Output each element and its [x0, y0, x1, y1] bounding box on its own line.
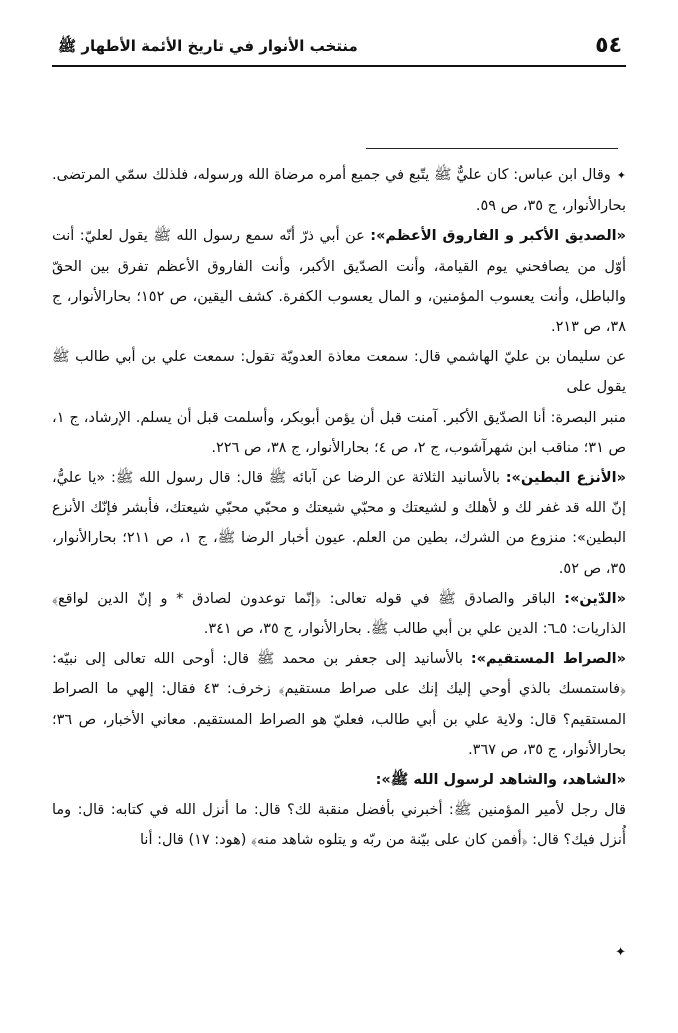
- paragraph: [52, 221, 626, 342]
- paragraph: [52, 342, 626, 402]
- footnote-divider: [366, 148, 618, 149]
- paragraph: [52, 463, 626, 584]
- paragraph-text: منبر البصرة: أنا الصدّيق الأكبر. آمنت قبل أن يؤمن أبوبكر، وأسلمت قبل أن يسلم. الإرشاد، ج ١، ص ٣١؛ مناقب ابن شهرآشوب، ج ٢، ص ٤؛ بحارالأنوار، ج ٣٨، ص ٢٢٦.: [52, 409, 626, 456]
- paragraph: [52, 403, 626, 463]
- entry-term: «الشاهد، والشاهد لرسول الله ﷺ»:: [375, 772, 626, 789]
- entry-term: «الأنزع البطين»:: [505, 470, 626, 487]
- paragraph: [52, 765, 626, 795]
- start-marker: ✦: [616, 169, 626, 182]
- paragraph: [52, 795, 626, 855]
- paragraph-text: بالأسانيد إلى جعفر بن محمد ﷺ قال: أوحى الله تعالى إلى نبيّه: ﴿فاستمسك بالذي أوحي إليك إنك على صراط مستقيم﴾ زخرف: ٤٣ فقال: إلهي ما الصراط المستقيم؟ قال: ولاية علي بن أبي طالب، فعليّ هو الصراط المستقيم. معاني الأخبار، ص ٣٦؛ بحارالأنوار، ج ٣٥، ص ٣٦٧.: [52, 651, 626, 758]
- page-header: [52, 33, 626, 67]
- paragraph: [52, 584, 626, 644]
- paragraph-text: قال رجل لأمير المؤمنين ﷺ: أخبرني بأفضل منقبة لك؟ قال: ما أنزل الله في كتابه: قال: وما أُنزل فيك؟ قال: ﴿أفمن كان على بيّنة من ربّه و يتلوه شاهد منه﴾ (هود: ١٧) قال: أنا: [52, 802, 626, 849]
- paragraph-text: عن أبي ذرّ أنّه سمع رسول الله ﷺ يقول لعليّ: أنت أوّل من يصافحني يوم القيامة، وأنت الصدّيق الأكبر، وأنت الفاروق الأعظم تفرق بين الحقّ والباطل، وأنت يعسوب المؤمنين، و المال يعسوب الكفرة. كشف اليقين، ص ١٥٢؛ بحارالأنوار، ج ٣٨، ص ٢١٣.: [52, 228, 626, 336]
- paragraph: [52, 160, 626, 221]
- page-number: ٥٤: [595, 33, 622, 58]
- end-marker: ✦: [615, 945, 626, 960]
- entry-term: «الصراط المستقيم»:: [470, 651, 626, 668]
- paragraph-text: الباقر والصادق ﷺ في قوله تعالى: ﴿إنّما توعدون لصادق * و إنّ الدين لواقع﴾ الذاريات: ٥ـ٦: الدين علي بن أبي طالب ﷺ. بحارالأنوار، ج ٣٥، ص ٣٤١.: [52, 590, 626, 638]
- entry-term: «الدّين»:: [564, 590, 626, 607]
- paragraph-text: عن سليمان بن عليّ الهاشمي قال: سمعت معاذة العدويّة تقول: سمعت علي بن أبي طالب ﷺ يقول على: [52, 349, 626, 396]
- entry-term: «الصديق الأكبر و الفاروق الأعظم»:: [370, 228, 627, 245]
- page-body: [52, 160, 626, 856]
- paragraph-text: وقال ابن عباس: كان عليٌّ ﷺ يتّبع في جميع أمره مرضاة الله ورسوله، فلذلك سمّي المرتضى. بحارالأنوار، ج ٣٥، ص ٥٩.: [52, 167, 626, 215]
- paragraph-text: بالأسانيد الثلاثة عن الرضا عن آبائه ﷺ قال: قال رسول الله ﷺ: «يا عليُّ، إنّ الله قد غفر لك و لأهلك و لشيعتك و محبّي شيعتك و محبّي محبّي شيعتك، فأبشر فإنّك الأنزع البطين»: منزوع من الشرك، بطين من العلم. عيون أخبار الرضا ﷺ، ج ١، ص ٢١١؛ بحارالأنوار، ٣٥، ص ٥٢.: [52, 470, 626, 577]
- running-title: منتخب الأنوار في تاريخ الأئمة الأطهار ﷺ: [58, 37, 358, 55]
- paragraph: [52, 644, 626, 765]
